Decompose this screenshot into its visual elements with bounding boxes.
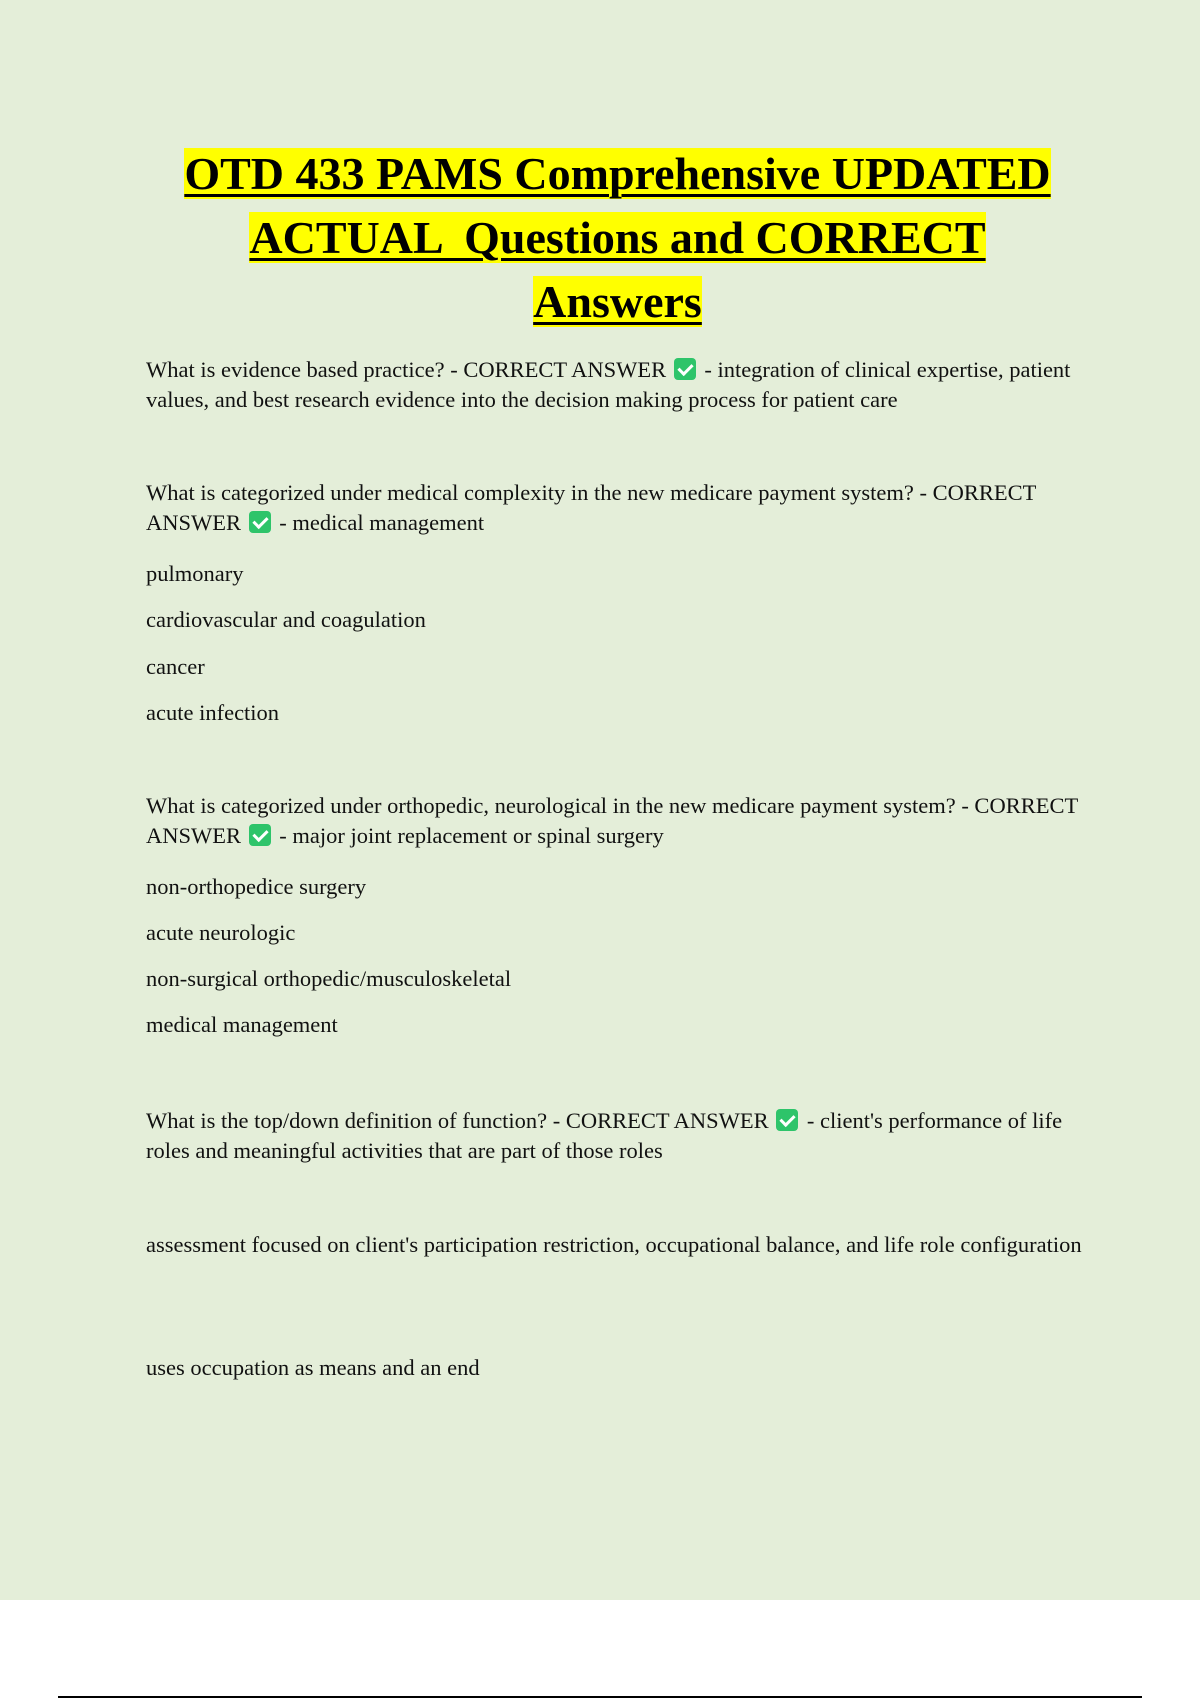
qa-item bbox=[146, 1106, 1096, 1166]
list-item: pulmonary bbox=[146, 561, 244, 586]
answer-text: - client's performance of life roles and meaningful activities that are part of those roles bbox=[146, 1108, 1063, 1163]
footer-divider bbox=[58, 1696, 1142, 1698]
list-item: non-orthopedice surgery bbox=[146, 874, 367, 899]
title-line-2: ACTUAL Questions and CORRECT bbox=[249, 212, 986, 263]
qa-item bbox=[146, 791, 1096, 851]
title-line-3: Answers bbox=[533, 276, 702, 327]
list-item: acute neurologic bbox=[146, 920, 296, 945]
question-text: What is evidence based practice? - CORRECT ANSWER bbox=[146, 357, 667, 382]
check-icon bbox=[776, 1109, 798, 1131]
check-icon bbox=[249, 511, 271, 533]
list-item: cardiovascular and coagulation bbox=[146, 607, 426, 632]
question-text: What is the top/down definition of function? - CORRECT ANSWER bbox=[146, 1108, 769, 1133]
qa-item bbox=[146, 478, 1096, 538]
list-item: cancer bbox=[146, 654, 205, 679]
list-item: medical management bbox=[146, 1012, 338, 1037]
answer-text: - medical management bbox=[279, 510, 485, 535]
check-icon bbox=[674, 358, 696, 380]
question-text: What is categorized under orthopedic, neurological in the new medicare payment system? - CORRECT ANSWER bbox=[146, 793, 1078, 848]
list-item: acute infection bbox=[146, 700, 280, 725]
list-item: non-surgical orthopedic/musculoskeletal bbox=[146, 966, 512, 991]
list-item: assessment focused on client's participation restriction, occupational balance, and life role configuration bbox=[146, 1232, 1082, 1257]
question-text: What is categorized under medical complexity in the new medicare payment system? - CORRECT ANSWER bbox=[146, 480, 1036, 535]
check-icon bbox=[249, 824, 271, 846]
document-title bbox=[100, 142, 1135, 334]
title-line-1: OTD 433 PAMS Comprehensive UPDATED bbox=[184, 148, 1051, 199]
qa-item bbox=[146, 355, 1096, 415]
answer-text: - major joint replacement or spinal surgery bbox=[279, 823, 664, 848]
list-item: uses occupation as means and an end bbox=[146, 1355, 480, 1380]
answer-text: - integration of clinical expertise, patient values, and best research evidence into the decision making process for patient care bbox=[146, 357, 1071, 412]
